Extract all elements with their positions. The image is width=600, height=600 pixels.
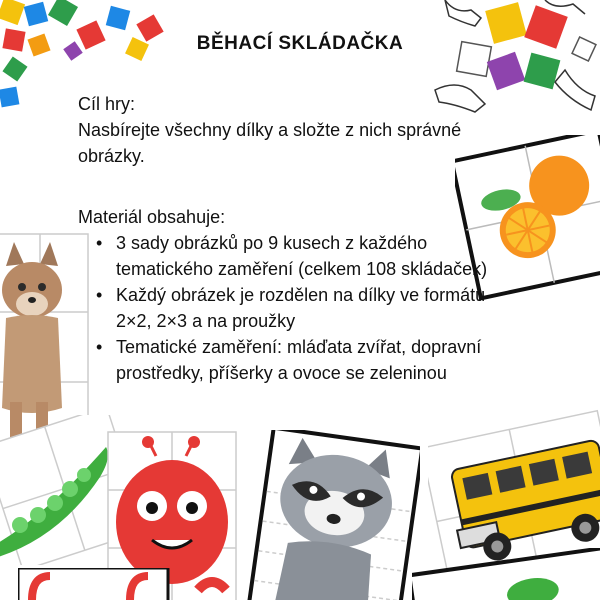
material-label: Materiál obsahuje: <box>78 207 226 227</box>
hands-puzzle-icon <box>425 0 600 118</box>
vegetable-card-icon <box>412 548 600 600</box>
list-item: • Každý obrázek je rozdělen na dílky ve formátu 2×2, 2×3 a na proužky <box>96 282 496 334</box>
goal-text: Nasbírejte všechny dílky a složte z nich správné obrázky. <box>78 120 462 166</box>
list-item: • 3 sady obrázků po 9 kusech z každého tematického zaměření (celkem 108 skládaček) <box>96 230 496 282</box>
page-title: BĚHACÍ SKLÁDAČKA <box>196 33 404 54</box>
material-list <box>96 230 496 386</box>
raccoon-icon <box>232 430 420 600</box>
red-arch-icon <box>18 568 173 600</box>
goal-label: Cíl hry: <box>78 94 136 114</box>
list-item: • Tematické zaměření: mláďata zvířat, dopravní prostředky, příšerky a ovoce se zeleninou <box>96 334 496 386</box>
